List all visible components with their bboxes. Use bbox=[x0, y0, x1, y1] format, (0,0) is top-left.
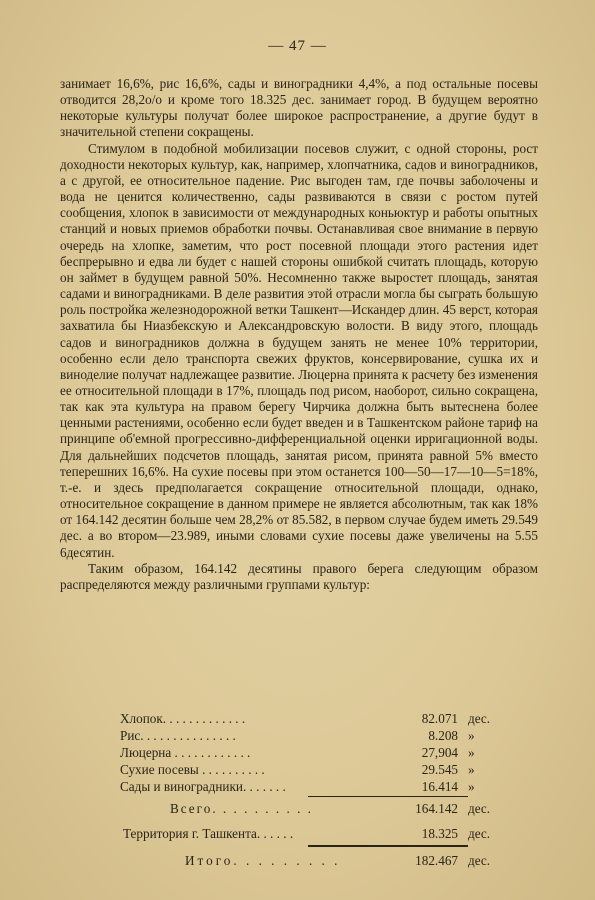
crop-value: 16.414 bbox=[421, 779, 458, 794]
crop-value: 8.208 bbox=[428, 728, 458, 743]
crop-name: Рис. . . . . . . . . . . . . . . bbox=[120, 728, 236, 743]
crop-unit: » bbox=[468, 779, 475, 794]
crop-unit: » bbox=[468, 728, 475, 743]
sum-rule bbox=[308, 796, 468, 797]
grand-total-value: 182.467 bbox=[415, 853, 458, 868]
city-unit: дес. bbox=[468, 826, 491, 841]
crop-unit: » bbox=[468, 745, 475, 760]
city-label: Территория г. Ташкента. . . . . . bbox=[123, 826, 294, 841]
table-row bbox=[60, 761, 538, 778]
table-row bbox=[60, 744, 538, 761]
grand-total-row bbox=[60, 852, 538, 869]
crop-unit: » bbox=[468, 762, 475, 777]
table-row bbox=[60, 710, 538, 727]
total-unit: дес. bbox=[468, 801, 491, 816]
crop-value: 29.545 bbox=[421, 762, 458, 777]
total-label: Всего. . . . . . . . . . bbox=[170, 801, 313, 816]
table-row bbox=[60, 727, 538, 744]
grand-total-label: Итого. . . . . . . . . bbox=[185, 853, 341, 868]
crop-value: 27,904 bbox=[421, 745, 458, 760]
total-row bbox=[60, 800, 538, 817]
crop-name: Люцерна . . . . . . . . . . . . bbox=[120, 745, 251, 760]
crop-name: Хлопок. . . . . . . . . . . . . bbox=[120, 711, 246, 726]
grand-sum-rule bbox=[308, 845, 468, 847]
crop-name: Сады и виноградники. . . . . . . bbox=[120, 779, 286, 794]
city-value: 18.325 bbox=[421, 826, 458, 841]
page-number: — 47 — bbox=[268, 38, 327, 54]
paragraph-1: занимает 16,6%, рис 16,6%, сады и виноградники 4,4%, а под остальные посевы отводится 28,2о/о и кроме того 18.325 дес. занимает город. В будущем вероятно некоторые культуры получат более широкое распространение, а другие будут в значительной степени сокращены. bbox=[60, 76, 538, 140]
paragraph-3: Таким образом, 164.142 десятины правого берега следующим образом распределяются между различными группами культур: bbox=[60, 560, 538, 592]
crop-distribution-table bbox=[60, 710, 538, 869]
city-row bbox=[60, 825, 538, 842]
total-value: 164.142 bbox=[415, 801, 458, 816]
table-row bbox=[60, 778, 538, 795]
crop-unit: дес. bbox=[468, 711, 491, 726]
crop-value: 82.071 bbox=[421, 711, 458, 726]
grand-total-unit: дес. bbox=[468, 853, 491, 868]
paragraph-2: Стимулом в подобной мобилизации посевов служит, с одной стороны, рост доходности некоторых культур, как, например, хлопчатника, садов и виноградников, а с другой, ее относительное падение. Рис выгоден там, где почвы заболочены и вода не ценится количественно, сады развиваются в связи с ростом путей сообщения, хлопок в зависимости от международных коньюктур и работы опытных станций и новых приемов обработки почвы. Останавливая свое внимание в первую очередь на хлопке, заметим, что рост посевной площади этого растения идет беспрерывно и едва ли будет с нашей стороны ошибкой считать площадь, которую он займет в будущем равной 50%. Несомненно также выростет площадь, занятая садами и виноградниками. В деле развития этой отрасли могла бы сыграть большую роль постройка железнодорожной ветки Ташкент—Искандер длин. 45 верст, которая захватила бы Ниазбекскую и Александровскую волости. В виду этого, площадь садов и виноградников должна в будущем занять не менее 10% территории, особенно если дело транспорта свежих фруктов, консервирование, сушка их и виноделие получат надлежащее развитие. Люцерна принята к расчету без изменения ее относительной площади в 17%, площадь под рисом, наоборот, сильно сокращена, так как эта культура на правом берегу Чирчика должна быть вытеснена более ценными растениями, особенно если будет введен и в Ташкентском районе тариф на принципе об'емной прогрессивно-дифференциальной оценки ирригационной воды. Для дальнейших подсчетов площадь, занятая рисом, принята равной 5% вместо теперешних 16,6%. На сухие посевы при этом останется 100—50—17—10—5=18%, т.-е. и здесь предполагается сокращение относительной площади, однако, относительное сокращение в данном примере не является абсолютным, так как 18% от 164.142 десятин больше чем 28,2% от 85.582, в первом случае будем иметь 29.549 дес. а во втором—23.989, иными словами сухие посевы даже увеличены на 5.55 6десятин. bbox=[60, 140, 538, 560]
crop-name: Сухие посевы . . . . . . . . . . bbox=[120, 762, 265, 777]
body-text bbox=[60, 76, 538, 593]
